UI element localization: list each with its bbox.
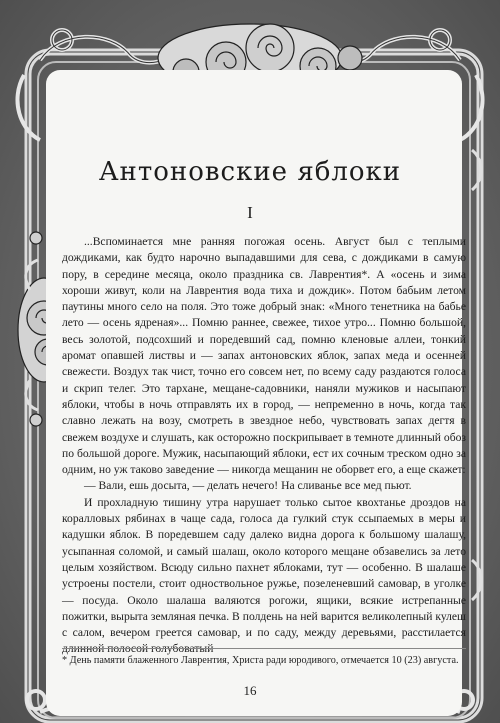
chapter-number: I (247, 203, 253, 222)
page-number: 16 (243, 683, 257, 698)
footnote: * День памяти блаженного Лаврентия, Христа ради юродивого, отмечается 10 (23) августа. (62, 655, 459, 666)
footnote-divider (62, 648, 466, 649)
page-title: Антоновские яблоки (98, 157, 402, 187)
paragraph: — Вали, ешь досыта, — делать нечего! На сливанье все мед пьют. (84, 479, 412, 493)
paragraph: ...Вспоминается мне ранняя погожая осень. Август был с теплыми дождиками, как будто нарочно выпадавшими для сева, с дождиками в самую пору, в середине месяца, около праздника св. Лаврентия*. А «осень и зима хороши живут, коли на Лаврентия вода тиха и дождик». Потом бабьим летом паутины много село на поля. Это тоже добрый знак: «Много тенетника на бабье лето — осень ядреная»... Помню раннее, свежее, тихое утро... Помню большой, весь золотой, подсохший и поредевший сад, помню кленовые аллеи, тонкий аромат опавшей листвы и — запах антоновских яблок, запах меда и осенней свежести. Воздух так чист, точно его совсем нет, по всему саду раздаются голоса и скрип телег. Это тархане, мещане-садовники, наняли мужиков и насыпают яблоки, чтобы в ночь отправлять их в город, — непременно в ночь, когда так славно лежать на возу, смотреть в звездное небо, чувствовать запах дегтя в свежем воздухе и слушать, как осторожно поскрипывает в темноте длинный обоз по большой дороге. Мужик, насыпающий яблоки, ест их сочным треском одно за одним, но уж таково заведение — никогда мещанин не оборвет его, а еще скажет: (62, 235, 466, 477)
body-text (62, 234, 466, 658)
paragraph: И прохладную тишину утра нарушает только сытое квохтанье дроздов на коралловых рябинах в чаще сада, голоса да гулкий стук ссыпаемых в меры и кадушки яблок. В поредевшем саду далеко видна дорога к большому шалашу, усыпанная соломой, и самый шалаш, около которого мещане обзавелись за лето целым хозяйством. Всюду сильно пахнет яблоками, тут — особенно. В шалаше устроены постели, стоит одноствольное ружье, позеленевший самовар, в уголке — посуда. Около шалаша валяются рогожи, ящики, всякие истрепанные пожитки, вырыта земляная печка. В полдень на ней варится великолепный кулеш с салом, вечером греется самовар, и по саду, между деревьями, расстилается длинной полосой голубоватый (62, 495, 466, 656)
